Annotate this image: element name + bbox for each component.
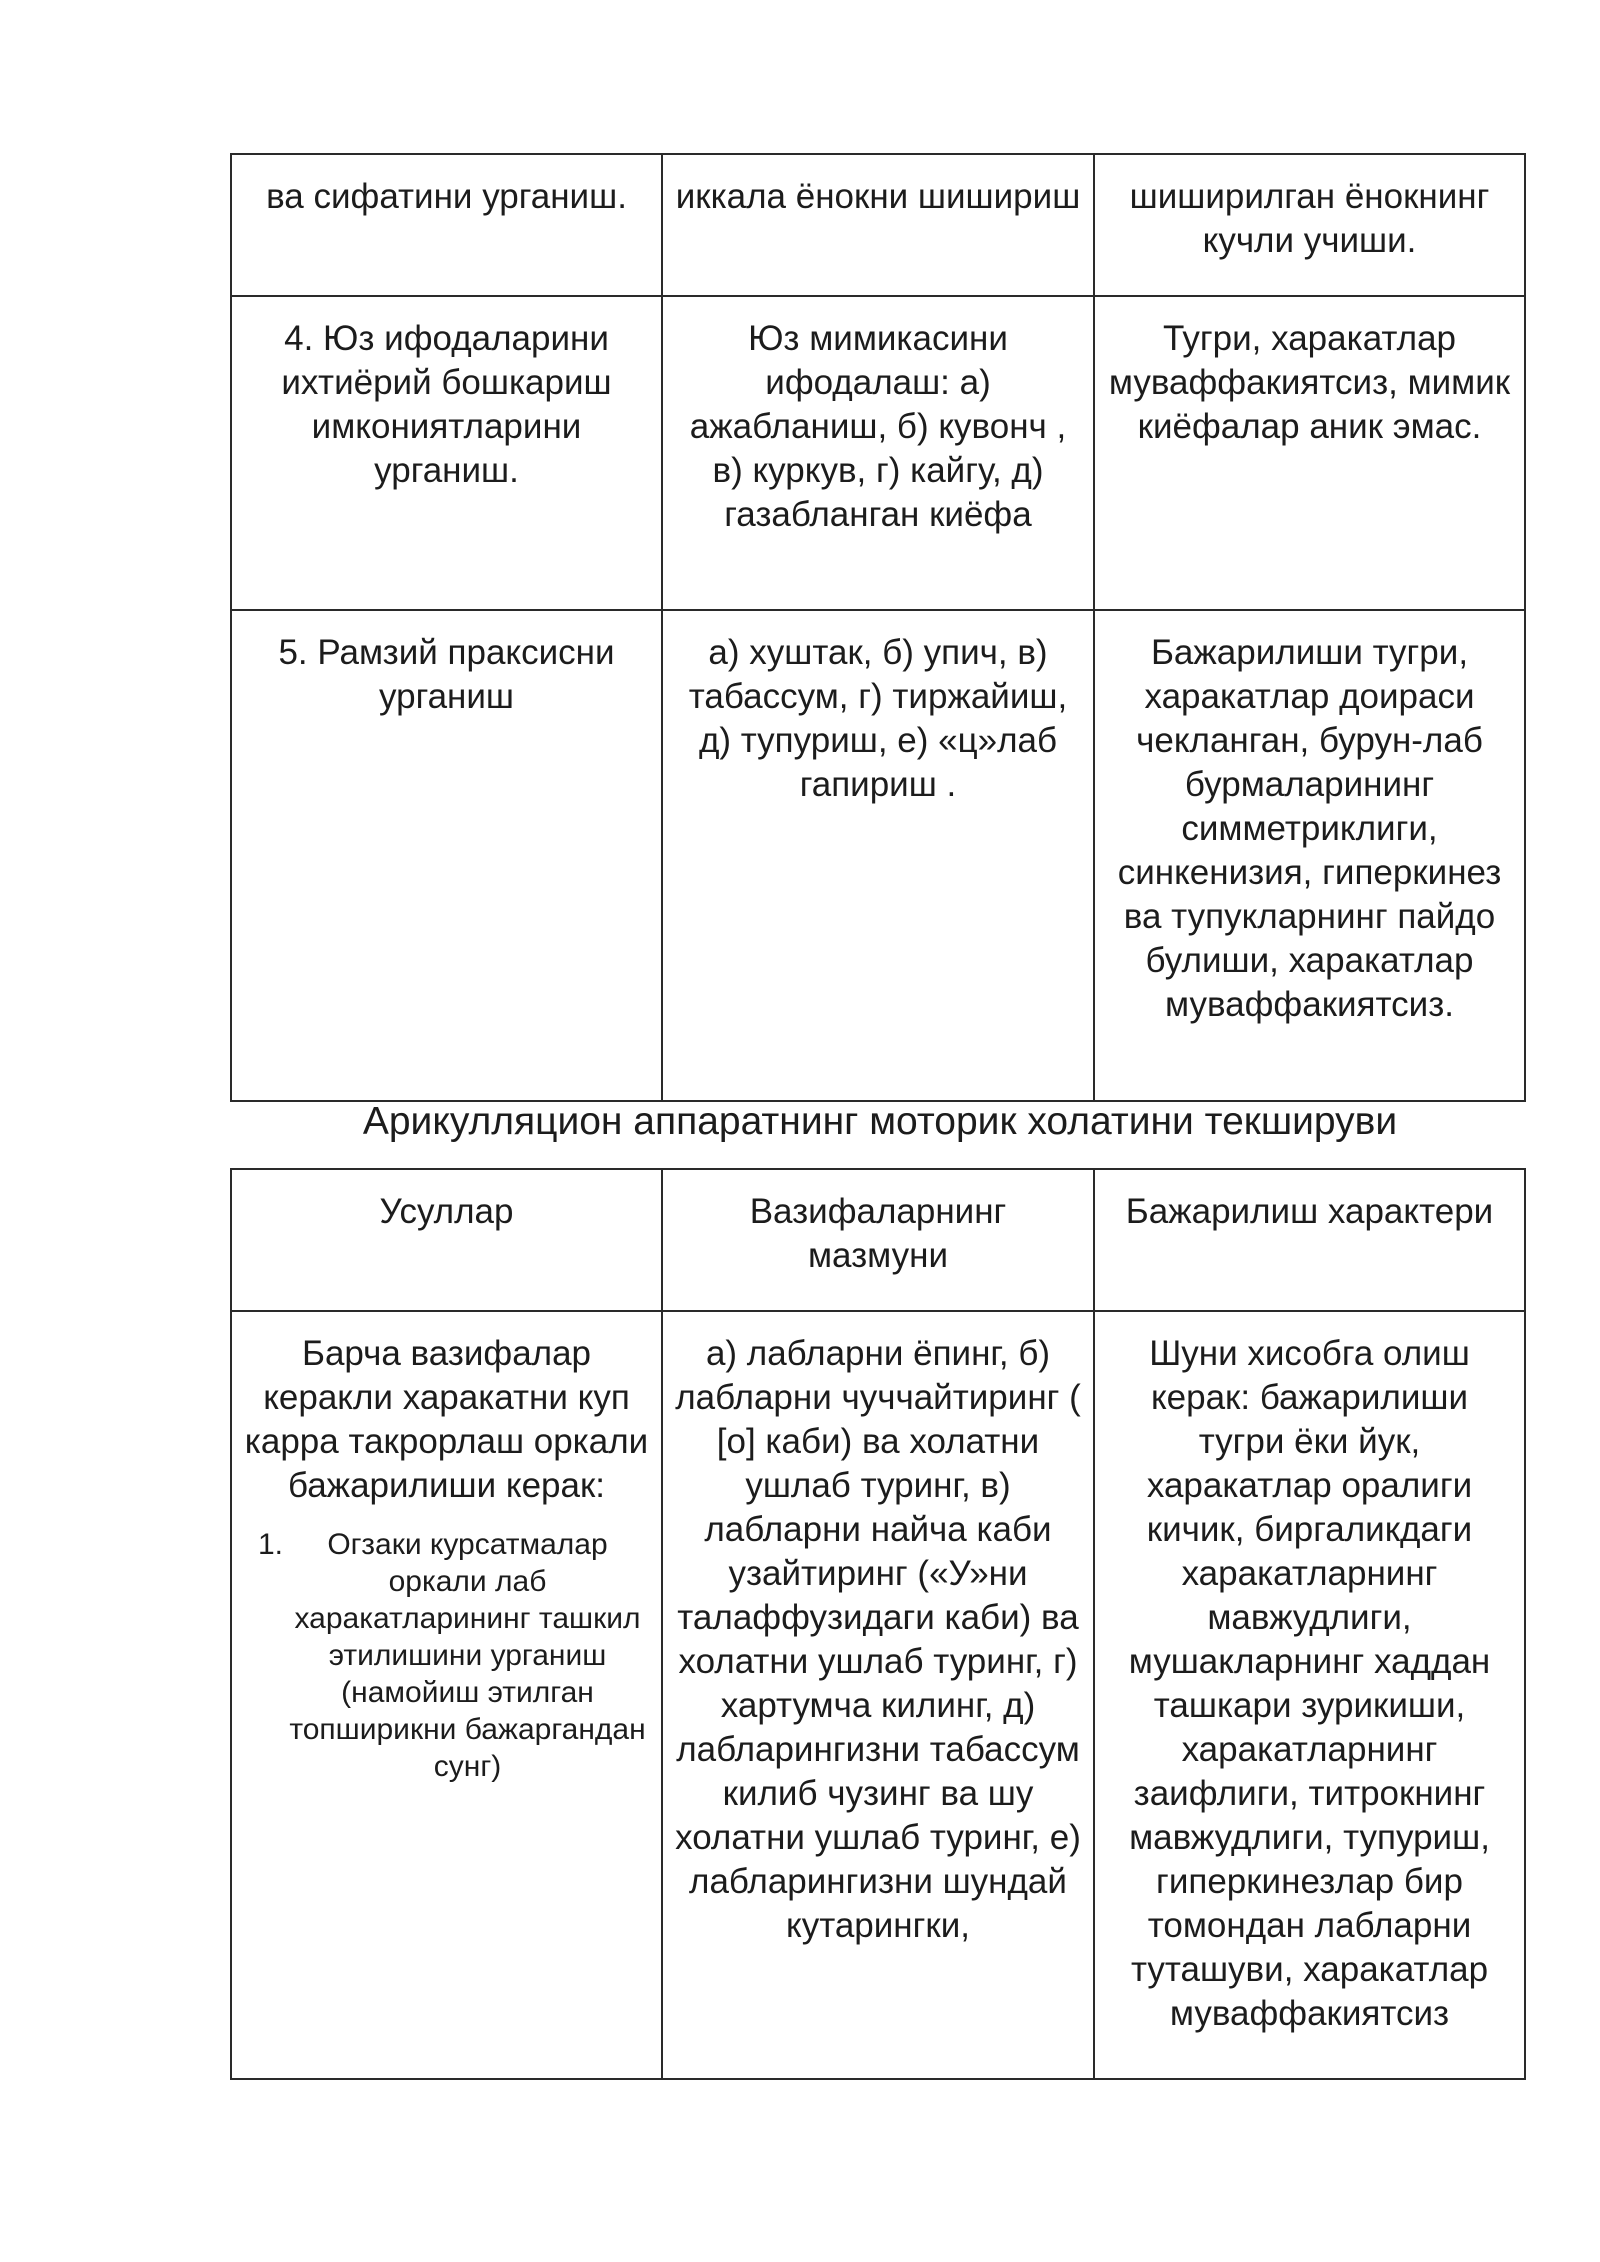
- method-list: [244, 1526, 649, 1785]
- table-cell-method: 5. Рамзий праксисни урганиш: [231, 610, 662, 1101]
- list-item: [258, 1526, 649, 1785]
- column-header-task-content: Вазифаларнинг мазмуни: [662, 1169, 1094, 1311]
- table-cell-method: 4. Юз ифодаларини ихтиёрий бошкариш имкониятларини урганиш.: [231, 296, 662, 610]
- table-header-row: [231, 1169, 1525, 1311]
- table-row: [231, 610, 1525, 1101]
- table-cell-result: шиширилган ёнокнинг кучли учиши.: [1094, 154, 1525, 296]
- column-header-methods: Усуллар: [231, 1169, 662, 1311]
- table-cell-method: ва сифатини урганиш.: [231, 154, 662, 296]
- section-title: Арикулляцион аппаратнинг моторик холатини текшируви: [362, 1100, 1398, 1143]
- table-cell-result: Бажарилиши тугри, харакатлар доираси чекланган, бурун-лаб бурмаларининг симметриклиги, синкенизия, гиперкинез ва тупукларнинг пайдо булиши, харакатлар муваффакиятсиз.: [1094, 610, 1525, 1101]
- table-row: [231, 296, 1525, 610]
- assessment-table-continued: [230, 153, 1526, 1102]
- table-cell-result: Тугри, харакатлар муваффакиятсиз, мимик киёфалар аник эмас.: [1094, 296, 1525, 610]
- list-item-text: Огзаки курсатмалар оркали лаб харакатларининг ташкил этилишини урганиш (намойиш этилган топширикни бажаргандан сунг): [289, 1528, 646, 1783]
- table-cell-task: а) хуштак, б) упич, в) табассум, г) тиржайиш, д) тупуриш, е) «ц»лаб гапириш .: [662, 610, 1094, 1101]
- column-header-execution: Бажарилиш характери: [1094, 1169, 1525, 1311]
- articulation-motor-table: [230, 1168, 1526, 2080]
- table-row: [231, 154, 1525, 296]
- method-intro-text: Барча вазифалар керакли харакатни куп карра такрорлаш оркали бажарилиши керак:: [244, 1334, 649, 1505]
- list-item-number: 1.: [258, 1528, 284, 1561]
- table-cell-result: Шуни хисобга олиш керак: бажарилиши тугри ёки йук, харакатлар оралиги кичик, биргаликдаги харакатларнинг мавжудлиги, мушакларнинг хаддан ташкари зурикиши, харакатларнинг заифлиги, титрокнинг мавжудлиги, тупуриш, гиперкинезлар бир томондан лабларни туташуви, харакатлар муваффакиятсиз: [1094, 1311, 1525, 2079]
- table-cell-task: а) лабларни ёпинг, б) лабларни чуччайтиринг ( [о] каби) ва холатни ушлаб туринг, в) лабларни найча каби узайтиринг («У»ни талаффузидаги каби) ва холатни ушлаб туринг, г) хартумча килинг, д) лабларингизни табассум килиб чузинг ва шу холатни ушлаб туринг, е) лабларингизни шундай кутарингки,: [662, 1311, 1094, 2079]
- table-row: [231, 1311, 1525, 2079]
- table-cell-task: иккала ёнокни шишириш: [662, 154, 1094, 296]
- table-cell-method: [231, 1311, 662, 2079]
- table-cell-task: Юз мимикасини ифодалаш: а) ажабланиш, б) кувонч , в) куркув, г) кайгу, д) газабланган киёфа: [662, 296, 1094, 610]
